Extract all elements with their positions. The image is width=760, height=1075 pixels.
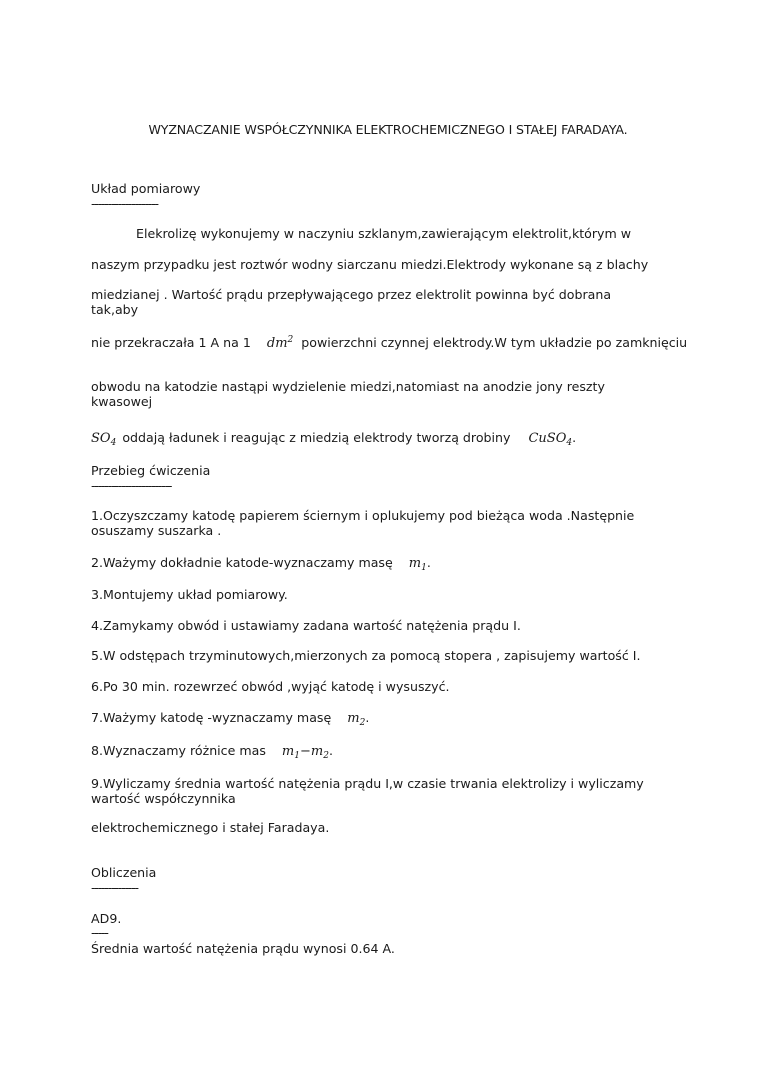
section-heading-calculations: Obliczenia bbox=[91, 865, 157, 880]
formula-dm2-sup: 2 bbox=[287, 335, 294, 345]
step-9: 9.Wyliczamy średnia wartość natężenia prądu I,w czasie trwania elektrolizy i wyliczamy wartość współczynnika bbox=[91, 776, 644, 806]
step-2-text: 2.Ważymy dokładnie katode-wyznaczamy masę bbox=[91, 555, 393, 570]
subsection-heading-ad9: AD9. bbox=[91, 911, 122, 926]
step-9-continuation: elektrochemicznego i stałej Faradaya. bbox=[91, 820, 330, 835]
formula-dm2-base: dm bbox=[266, 336, 288, 351]
step-5: 5.W odstępach trzyminutowych,mierzonych za pomocą stopera , zapisujemy wartość I. bbox=[91, 648, 641, 663]
formula-dm2 bbox=[267, 336, 293, 351]
paragraph-line-3: miedzianej . Wartość prądu przepływającego przez elektrolit powinna być dobrana tak,aby bbox=[91, 287, 612, 317]
result-text: Średnia wartość natężenia prądu wynosi 0.64 A. bbox=[91, 941, 395, 956]
document-title: WYZNACZANIE WSPÓŁCZYNNIKA ELEKTROCHEMICZNEGO I STAŁEJ FARADAYA. bbox=[148, 122, 628, 137]
formula-m2b-base: m bbox=[310, 744, 324, 759]
formula-cuso4-base: CuSO bbox=[528, 431, 567, 446]
formula-m1b-sub: 1 bbox=[294, 751, 300, 761]
paragraph-line-4 bbox=[91, 333, 687, 351]
step-2-end: . bbox=[426, 555, 431, 570]
formula-so4-sub: 4 bbox=[110, 438, 117, 448]
step-1: 1.Oczyszczamy katodę papierem ściernym i oplukujemy pod bieżąca woda .Następnie osuszamy suszarka . bbox=[91, 508, 635, 538]
step-3: 3.Montujemy układ pomiarowy. bbox=[91, 587, 288, 602]
section-underline-procedure: ------------------------ bbox=[91, 478, 172, 493]
paragraph-line-6 bbox=[91, 430, 576, 451]
formula-m1 bbox=[409, 556, 427, 571]
formula-m1-base: m bbox=[408, 556, 422, 571]
step-8 bbox=[91, 743, 333, 764]
step-8-text: 8.Wyznaczamy różnice mas bbox=[91, 743, 266, 758]
step-2 bbox=[91, 555, 431, 576]
formula-m1b-base: m bbox=[281, 744, 295, 759]
paragraph-line-4-start: nie przekraczała 1 A na 1 bbox=[91, 335, 251, 350]
subsection-underline-ad9: ----- bbox=[91, 925, 108, 940]
step-4: 4.Zamykamy obwód i ustawiamy zadana wartość natężenia prądu I. bbox=[91, 618, 521, 633]
formula-m2-base: m bbox=[347, 711, 360, 726]
formula-cuso4-sub: 4 bbox=[566, 438, 573, 448]
step-8-end: . bbox=[328, 743, 333, 758]
paragraph-line-2: naszym przypadku jest roztwór wodny siarczanu miedzi.Elektrody wykonane są z blachy bbox=[91, 257, 649, 272]
section-heading-setup: Układ pomiarowy bbox=[91, 181, 201, 196]
paragraph-line-4-end: powierzchni czynnej elektrody.W tym układzie po zamknięciu bbox=[301, 335, 688, 350]
section-underline-setup: -------------------- bbox=[91, 196, 158, 211]
step-7 bbox=[91, 710, 369, 731]
formula-m1-sub: 1 bbox=[421, 563, 427, 573]
section-heading-procedure: Przebieg ćwiczenia bbox=[91, 463, 211, 478]
paragraph-line-6-end: . bbox=[572, 430, 577, 445]
formula-m2b-sub: 2 bbox=[323, 751, 329, 761]
formula-cuso4 bbox=[528, 431, 572, 446]
paragraph-line-5: obwodu na katodzie nastąpi wydzielenie miedzi,natomiast na anodzie jony reszty kwasowej bbox=[91, 379, 605, 409]
section-underline-calculations: -------------- bbox=[91, 880, 138, 895]
formula-m2-sub: 2 bbox=[359, 718, 366, 728]
step-7-text: 7.Ważymy katodę -wyznaczamy masę bbox=[91, 710, 332, 725]
formula-m2 bbox=[347, 711, 365, 726]
step-6: 6.Po 30 min. rozewrzeć obwód ,wyjąć katodę i wysuszyć. bbox=[91, 679, 450, 694]
formula-so4 bbox=[91, 431, 116, 446]
step-7-end: . bbox=[365, 710, 370, 725]
formula-minus: − bbox=[299, 744, 311, 759]
paragraph-line-1: Elekrolizę wykonujemy w naczyniu szklanym,zawierającym elektrolit,którym w bbox=[136, 226, 632, 241]
formula-so4-base: SO bbox=[91, 431, 111, 446]
paragraph-line-6-middle: oddają ładunek i reagując z miedzią elektrody tworzą drobiny bbox=[122, 430, 511, 445]
formula-mass-difference bbox=[282, 744, 329, 759]
